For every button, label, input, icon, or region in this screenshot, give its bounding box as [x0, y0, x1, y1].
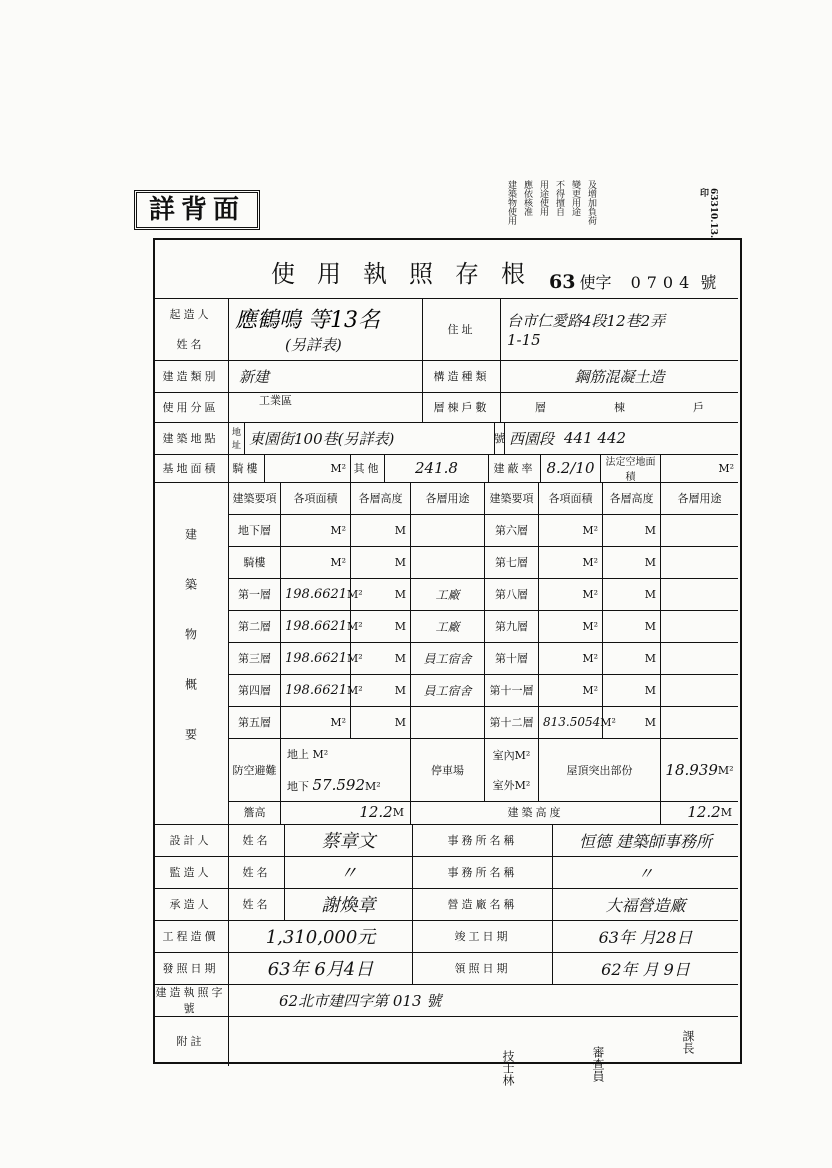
- row-label: 監造人: [153, 856, 229, 888]
- row-value: [229, 1016, 738, 1066]
- sub-label: 姓名: [229, 888, 285, 920]
- stamp-line: 應依核准: [522, 180, 532, 216]
- build-type-value: 新建: [239, 367, 270, 386]
- info-row: [153, 920, 738, 953]
- row-value: 63年 6月4日: [229, 952, 413, 984]
- floor-name: 第九層: [485, 610, 539, 642]
- floor-grid: [229, 482, 738, 824]
- floor-use: [661, 578, 738, 610]
- structure-label: 構造種類: [423, 360, 501, 392]
- row-label: 建造執照字號: [153, 984, 229, 1016]
- roof-value: 18.939 M²: [665, 761, 734, 779]
- col-header: 各層高度: [603, 482, 661, 514]
- grid-header: [229, 482, 738, 515]
- detail-reverse-tag: 詳背面: [134, 190, 260, 230]
- row-label: 工程造價: [153, 920, 229, 952]
- row-value-2: 63年 月28日: [598, 927, 693, 947]
- usage-zone-row: [153, 392, 738, 423]
- floor-use: [411, 706, 485, 738]
- builder-rep: (另詳表): [285, 336, 342, 354]
- form-title: 使用執照存根: [271, 260, 547, 288]
- floor-height: M: [603, 578, 661, 610]
- stamp-technician: 技士林: [501, 1050, 515, 1086]
- col-header: 各層高度: [351, 482, 411, 514]
- info-row: [153, 984, 738, 1017]
- floor-use: [661, 610, 738, 642]
- floor-row: [229, 642, 738, 675]
- floor-name: 第六層: [485, 514, 539, 546]
- floor-name: 第八層: [485, 578, 539, 610]
- floor-area: M²: [281, 514, 351, 546]
- row-value-2: 大福營造廠: [605, 895, 686, 915]
- eave-value: 12.2 M: [281, 800, 411, 824]
- floor-name: 地下層: [229, 514, 281, 546]
- builder-row: [153, 298, 738, 361]
- shelter-label: 防空避難: [229, 739, 281, 801]
- floor-area: M²: [539, 578, 603, 610]
- floor-use: 工廠: [411, 578, 485, 610]
- building-summary: [153, 482, 738, 825]
- floor-use: 員工宿舍: [411, 642, 485, 674]
- shelter-values: 地上 M² 地下 57.592M²: [281, 739, 411, 801]
- floor-name: 第十層: [485, 642, 539, 674]
- floor-name: 第二層: [229, 610, 281, 642]
- license-word: 使字: [579, 273, 612, 292]
- height-value: 12.2 M: [687, 803, 732, 821]
- floors-label: 層棟戶數: [423, 392, 501, 422]
- section-label: 建築物概要: [153, 482, 229, 824]
- info-row: [153, 824, 738, 857]
- usage-zone-label: 使用分區: [153, 392, 229, 422]
- building-count: 棟: [614, 401, 625, 414]
- floor-area: M²: [539, 642, 603, 674]
- floor-area: M²: [281, 546, 351, 578]
- build-type-cell: [229, 360, 423, 392]
- floor-area: M²: [539, 546, 603, 578]
- form-title-row: [153, 240, 738, 299]
- row-label-2: 事務所名稱: [413, 824, 553, 856]
- site-addr-value: 東園街100巷(另詳表): [249, 429, 395, 448]
- floor-height: M: [603, 514, 661, 546]
- structure-value: 鋼筋混凝土造: [574, 367, 665, 386]
- lot-no: 441 442: [564, 429, 627, 447]
- floor-row: [229, 578, 738, 611]
- info-row: [153, 952, 738, 985]
- floor-height: M: [603, 642, 661, 674]
- build-type-label: 建造類別: [153, 360, 229, 392]
- row-label: 設計人: [153, 824, 229, 856]
- row-label: 承造人: [153, 888, 229, 920]
- floor-row: [229, 706, 738, 738]
- col-header: 各項面積: [281, 482, 351, 514]
- floor-use: [411, 514, 485, 546]
- build-type-row: [153, 360, 738, 393]
- floor-height: M: [603, 610, 661, 642]
- floor-name: 騎樓: [229, 546, 281, 578]
- usage-warning-stamp: [498, 180, 748, 240]
- stamp-code: 63310.13.印: [698, 188, 718, 239]
- eave-label: 簷高: [229, 800, 281, 824]
- floor-area: 813.5054 M²: [539, 706, 603, 738]
- stamp-chief: 課長: [681, 1030, 695, 1054]
- floor-height: M: [603, 706, 661, 738]
- lot-value: 西園段: [509, 429, 555, 448]
- license-no-value: 0704: [630, 273, 696, 292]
- site-addr-label: 地址: [229, 422, 245, 454]
- col-header: 各層用途: [411, 482, 485, 514]
- builder-name-cell: [229, 298, 423, 360]
- usage-zone-value: 工業區: [259, 394, 292, 407]
- floor-area: 198.6621 M²: [281, 674, 351, 706]
- row-value: 62北市建四字第 013 號: [279, 991, 442, 1010]
- floor-row: [229, 610, 738, 643]
- ratio-value: 8.2/10: [541, 454, 601, 482]
- row-value: 謝煥章: [285, 888, 413, 920]
- floor-height: M: [351, 610, 411, 642]
- floor-height: M: [351, 642, 411, 674]
- sub-label: 姓名: [229, 856, 285, 888]
- stamp-line: 用途使用: [538, 180, 548, 216]
- floor-height: M: [351, 674, 411, 706]
- info-row: [153, 888, 738, 921]
- form-body: [153, 298, 738, 1060]
- address-value-2: 1-15: [507, 330, 541, 349]
- floor-use: 員工宿舍: [411, 674, 485, 706]
- roof-label: 屋頂突出部份: [539, 739, 661, 801]
- floor-row: [229, 514, 738, 547]
- height-label: 建築高度: [411, 800, 661, 824]
- floor-name: 第十一層: [485, 674, 539, 706]
- row-label-2: 領照日期: [413, 952, 553, 984]
- lot-cell: [505, 422, 738, 454]
- license-suffix: 號: [700, 273, 717, 292]
- arcade-label: 騎樓: [229, 454, 265, 482]
- row-label-2: 竣工日期: [413, 920, 553, 952]
- structure-cell: [501, 360, 738, 392]
- floor-use: [661, 674, 738, 706]
- address-cell: [501, 298, 738, 360]
- row-value: 1,310,000元: [229, 920, 413, 952]
- floor-name: 第十二層: [485, 706, 539, 738]
- license-year: 63: [549, 271, 576, 293]
- floor-use: [411, 546, 485, 578]
- address-value: 台市仁愛路4段12巷2弄: [507, 311, 666, 330]
- parking-values: 室內M² 室外M²: [485, 739, 539, 801]
- area-row: [153, 454, 738, 483]
- row-value: 〃: [285, 856, 413, 888]
- arcade-area: M²: [265, 454, 351, 482]
- floor-area: 198.6621 M²: [281, 642, 351, 674]
- other-label: 其他: [351, 454, 385, 482]
- floor-use: [661, 642, 738, 674]
- row-value: 蔡章文: [285, 824, 413, 856]
- stamp-line: 變更用途: [570, 180, 580, 216]
- floor-area: 198.6621 M²: [281, 578, 351, 610]
- floor-height: M: [603, 546, 661, 578]
- row-label-2: 事務所名稱: [413, 856, 553, 888]
- col-header: 建築要項: [229, 482, 281, 514]
- stamp-line: 不得擅自: [554, 180, 564, 216]
- floor-area: 198.6621 M²: [281, 610, 351, 642]
- row-label: 附註: [153, 1016, 229, 1066]
- floor-name: 第五層: [229, 706, 281, 738]
- builder-name: 應鶴鳴 等13名: [235, 308, 380, 333]
- floor-height: M: [351, 578, 411, 610]
- ratio-label: 建蔽率: [489, 454, 541, 482]
- legal-open-label: 法定空地面積: [601, 454, 661, 482]
- floor-name: 第四層: [229, 674, 281, 706]
- site-row: [153, 422, 738, 455]
- floor-height: M: [351, 706, 411, 738]
- legal-open-area: M²: [718, 461, 734, 475]
- floor-area: M²: [539, 674, 603, 706]
- site-label: 建築地點: [153, 422, 229, 454]
- row-label: 發照日期: [153, 952, 229, 984]
- floor-height: M: [351, 546, 411, 578]
- eave-row: [229, 800, 738, 824]
- floor-row: [229, 674, 738, 707]
- stamp-reviewer: 審查員: [591, 1046, 605, 1082]
- area-label: 基地面積: [153, 454, 229, 482]
- floor-name: 第三層: [229, 642, 281, 674]
- lot-label: 號: [495, 422, 505, 454]
- floor-area: M²: [281, 706, 351, 738]
- floor-height: M: [351, 514, 411, 546]
- floor-height: M: [603, 674, 661, 706]
- info-row: [153, 856, 738, 889]
- sub-label: 姓名: [229, 824, 285, 856]
- row-value-2: 〃: [637, 863, 654, 883]
- floor-row: [229, 546, 738, 579]
- floor-area: M²: [539, 610, 603, 642]
- stamp-line: 及增加負荷: [586, 180, 596, 225]
- col-header: 各層用途: [677, 492, 722, 505]
- floor-name: 第七層: [485, 546, 539, 578]
- col-header: 建築要項: [485, 482, 539, 514]
- floors-cell: [501, 392, 738, 422]
- household-count: 戶: [693, 401, 704, 414]
- floor-use: [661, 706, 738, 738]
- row-value-2: 恒德 建築師事務所: [578, 831, 713, 851]
- usage-zone-cell: [229, 392, 423, 422]
- row-label-2: 營造廠名稱: [413, 888, 553, 920]
- builder-label: 起造人 姓名: [153, 298, 229, 360]
- row-value-2: 62年 月 9日: [601, 959, 690, 979]
- other-area: 241.8: [385, 454, 489, 482]
- col-header: 各項面積: [539, 482, 603, 514]
- floor-name: 第一層: [229, 578, 281, 610]
- floor-use: [661, 546, 738, 578]
- info-row: [153, 1016, 738, 1066]
- license-number: [549, 270, 716, 293]
- floors-value: 層: [535, 401, 546, 414]
- shelter-row: [229, 738, 738, 802]
- address-label: 住址: [423, 298, 501, 360]
- floor-use: [661, 514, 738, 546]
- floor-area: M²: [539, 514, 603, 546]
- stamp-line: 建築物使用: [506, 180, 516, 225]
- site-addr-cell: [245, 422, 495, 454]
- floor-use: 工廠: [411, 610, 485, 642]
- parking-label: 停車場: [411, 739, 485, 801]
